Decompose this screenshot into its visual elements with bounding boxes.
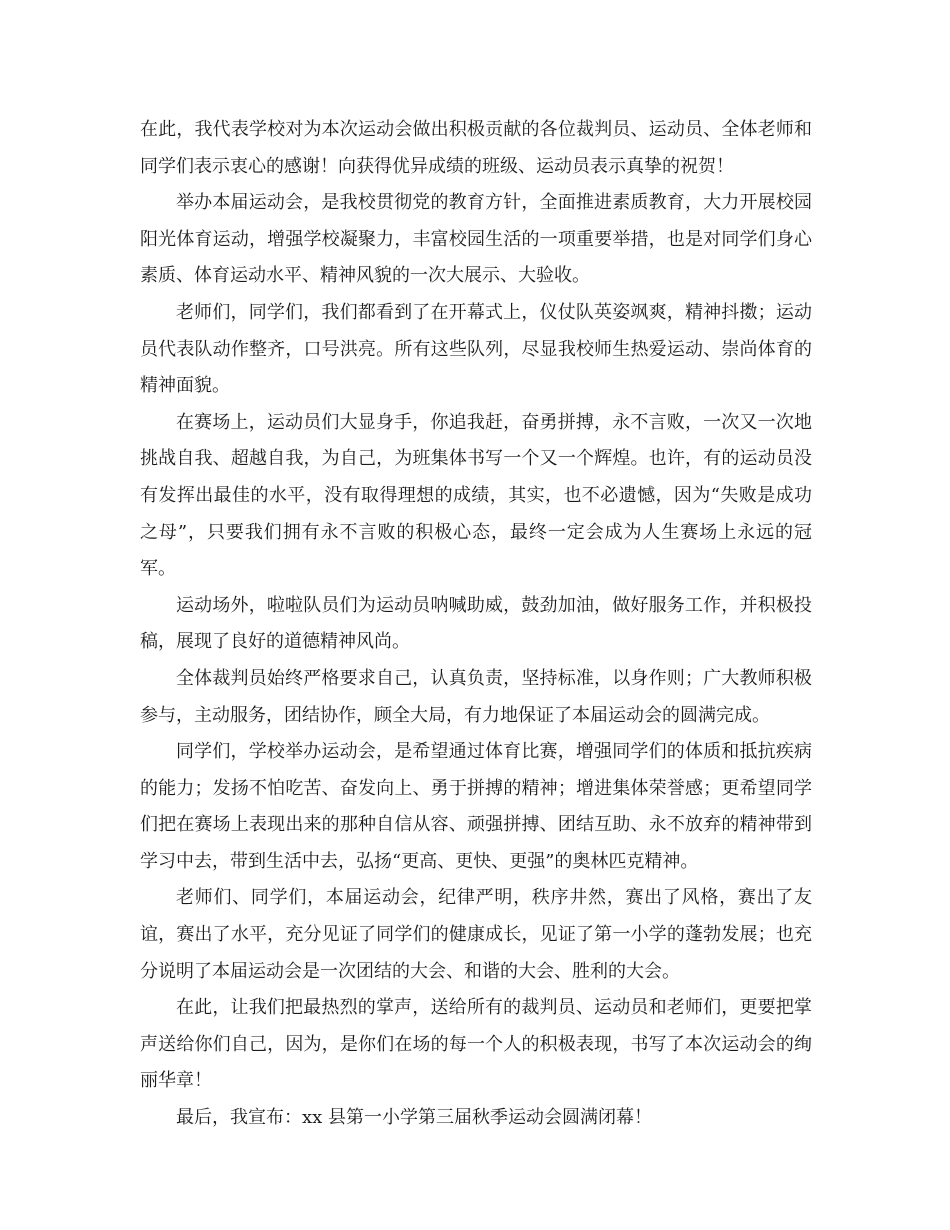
- paragraph-3: 老师们，同学们，我们都看到了在开幕式上，仪仗队英姿飒爽，精神抖擞；运动员代表队动作整齐，口号洪亮。所有这些队列，尽显我校师生热爱运动、崇尚体育的精神面貌。: [140, 301, 812, 397]
- paragraph-2: 举办本届运动会，是我校贯彻党的教育方针，全面推进素质教育，大力开展校园阳光体育运动，增强学校凝聚力，丰富校园生活的一项重要举措，也是对同学们身心素质、体育运动水平、精神风貌的一次大展示、大验收。: [140, 192, 812, 287]
- document-body: [140, 112, 812, 1137]
- paragraph-8: 老师们、同学们，本届运动会，纪律严明，秩序井然，赛出了风格，赛出了友谊，赛出了水平，充分见证了同学们的健康成长，见证了第一小学的蓬勃发展；也充分说明了本届运动会是一次团结的大会、和谐的大会、胜利的大会。: [140, 887, 812, 982]
- paragraph-6: 全体裁判员始终严格要求自己，认真负责，坚持标准，以身作则；广大教师积极参与，主动服务，团结协作，顾全大局，有力地保证了本届运动会的圆满完成。: [140, 667, 812, 726]
- paragraph-5: 运动场外，啦啦队员们为运动员呐喊助威，鼓劲加油，做好服务工作，并积极投稿，展现了良好的道德精神风尚。: [140, 594, 812, 653]
- paragraph-1: 在此，我代表学校对为本次运动会做出积极贡献的各位裁判员、运动员、全体老师和同学们表示衷心的感谢！向获得优异成绩的班级、运动员表示真挚的祝贺！: [140, 119, 812, 177]
- paragraph-4: 在赛场上，运动员们大显身手，你追我赶，奋勇拼搏，永不言败，一次又一次地挑战自我、超越自我，为自己，为班集体书写一个又一个辉煌。也许，有的运动员没有发挥出最佳的水平，没有取得理想的成绩，其实，也不必遗憾，因为“失败是成功之母”，只要我们拥有永不言败的积极心态，最终一定会成为人生赛场上永远的冠军。: [140, 411, 812, 580]
- paragraph-10: 最后，我宣布：xx 县第一小学第三届秋季运动会圆满闭幕！: [176, 1107, 653, 1129]
- paragraph-7: 同学们，学校举办运动会，是希望通过体育比赛，增强同学们的体质和抵抗疾病的能力；发扬不怕吃苦、奋发向上、勇于拼搏的精神；增进集体荣誉感；更希望同学们把在赛场上表现出来的那种自信从容、顽强拼搏、团结互助、永不放弃的精神带到学习中去，带到生活中去，弘扬“更高、更快、更强”的奥林匹克精神。: [140, 741, 812, 872]
- paragraph-9: 在此，让我们把最热烈的掌声，送给所有的裁判员、运动员和老师们，更要把掌声送给你们自己，因为，是你们在场的每一个人的积极表现，书写了本次运动会的绚丽华章！: [140, 997, 812, 1092]
